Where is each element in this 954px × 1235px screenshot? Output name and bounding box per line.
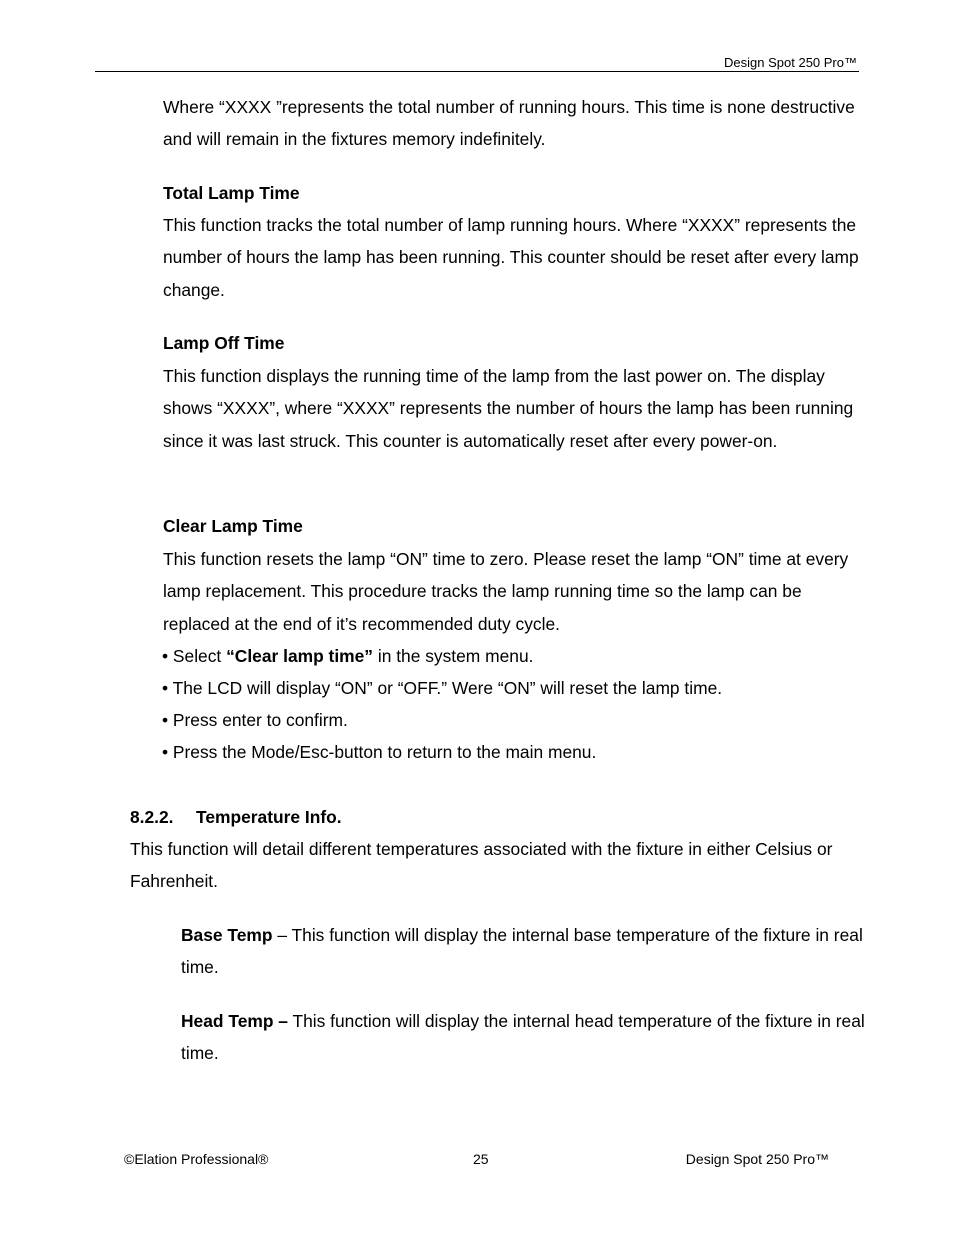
list-item: [162, 640, 533, 672]
footer-copyright: ©Elation Professional®: [124, 1151, 269, 1167]
head-temp-paragraph: [181, 1005, 871, 1070]
footer-page-number: 25: [473, 1151, 489, 1167]
section-title: Temperature Info.: [196, 807, 342, 827]
intro-paragraph: Where “XXXX ”represents the total number of running hours. This time is none destructive and will remain in the fixtures memory indefinitely.: [163, 97, 855, 150]
header-rule: [95, 71, 859, 72]
temperature-info-heading: [130, 801, 342, 833]
total-lamp-time-paragraph: This function tracks the total number of lamp running hours. Where “XXXX” represents the number of hours the lamp has been running. This counter should be reset after every lamp change.: [163, 215, 859, 300]
clear-lamp-time-paragraph: This function resets the lamp “ON” time to zero. Please reset the lamp “ON” time at every lamp replacement. This procedure tracks the lamp running time so the lamp can be replaced at the end of it’s recommended duty cycle.: [163, 549, 849, 634]
base-temp-paragraph: [181, 919, 871, 984]
clear-lamp-time-heading: Clear Lamp Time: [163, 516, 303, 536]
head-temp-text: This function will display the internal head temperature of the fixture in real time.: [181, 1011, 865, 1064]
header-title: Design Spot 250 Pro™: [724, 55, 857, 70]
bullet-prefix: • Select: [162, 646, 227, 666]
footer-product-name: Design Spot 250 Pro™: [685, 1151, 829, 1167]
head-temp-label: Head Temp –: [181, 1011, 288, 1031]
clear-lamp-time-menu-label: “Clear lamp time”: [226, 646, 373, 666]
lamp-off-time-heading: Lamp Off Time: [163, 333, 285, 353]
list-item: • The LCD will display “ON” or “OFF.” Were “ON” will reset the lamp time.: [162, 678, 723, 698]
bullet-suffix: in the system menu.: [373, 646, 534, 666]
temperature-info-paragraph: This function will detail different temperatures associated with the fixture in either Celsius or Fahrenheit.: [130, 839, 833, 892]
section-number: 8.2.2.: [130, 807, 174, 827]
total-lamp-time-heading: Total Lamp Time: [163, 183, 300, 203]
base-temp-label: Base Temp: [181, 925, 273, 945]
list-item: • Press enter to confirm.: [162, 710, 348, 730]
base-temp-text: – This function will display the internal base temperature of the fixture in real time.: [181, 925, 863, 978]
list-item: • Press the Mode/Esc-button to return to the main menu.: [162, 742, 597, 762]
lamp-off-time-paragraph: This function displays the running time of the lamp from the last power on. The display shows “XXXX”, where “XXXX” represents the number of hours the lamp has been running since it was last struck. This counter is automatically reset after every power-on.: [163, 366, 854, 451]
